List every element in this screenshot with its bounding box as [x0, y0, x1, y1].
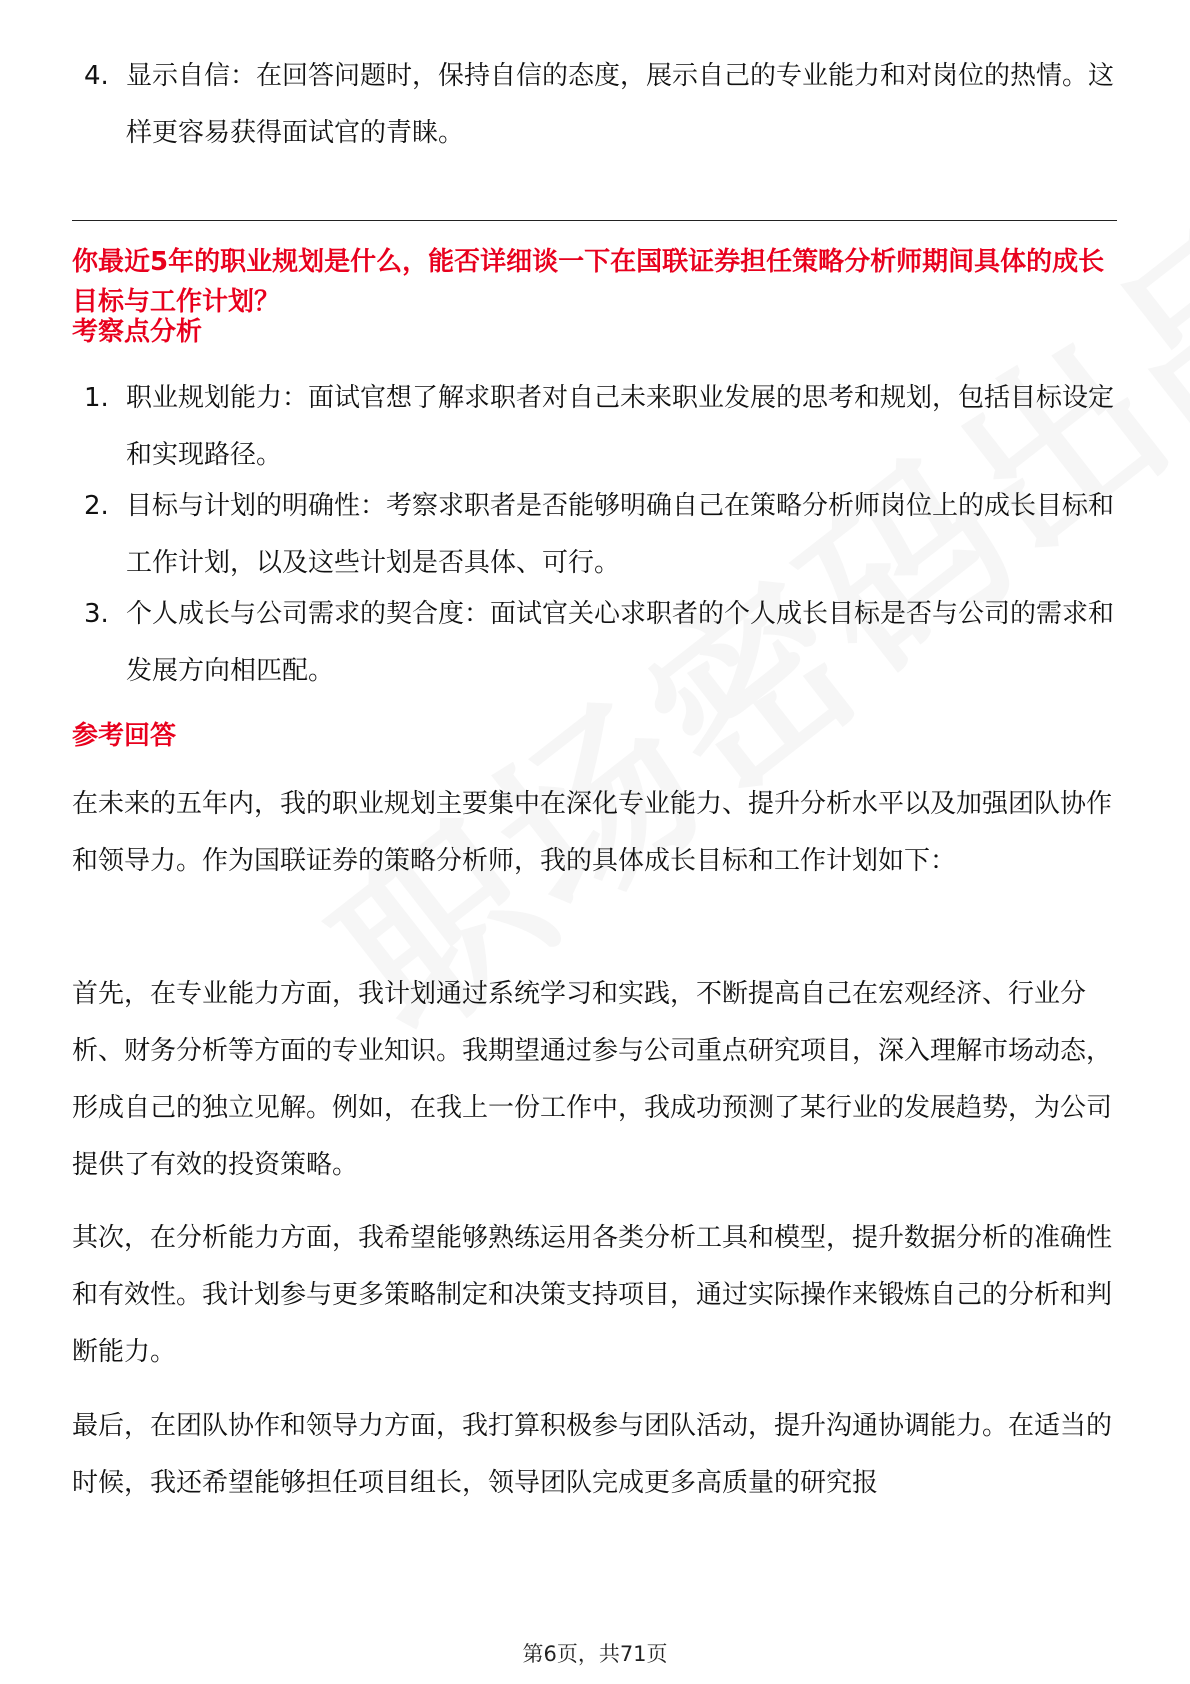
analysis-item-text: 目标与计划的明确性：考察求职者是否能够明确自己在策略分析师岗位上的成长目标和工作计划，以及这些计划是否具体、可行。: [126, 491, 1115, 578]
answer-paragraph: 其次，在分析能力方面，我希望能够熟练运用各类分析工具和模型，提升数据分析的准确性和有效性。我计划参与更多策略制定和决策支持项目，通过实际操作来锻炼自己的分析和判断能力。: [72, 1223, 1113, 1367]
answer-paragraph: 最后，在团队协作和领导力方面，我打算积极参与团队活动，提升沟通协调能力。在适当的时候，我还希望能够担任项目组长，领导团队完成更多高质量的研究报: [72, 1411, 1113, 1498]
answer-paragraph: 在未来的五年内，我的职业规划主要集中在深化专业能力、提升分析水平以及加强团队协作和领导力。作为国联证券的策略分析师，我的具体成长目标和工作计划如下：: [72, 789, 1113, 876]
analysis-item-number: 2.: [84, 491, 109, 521]
page-number-footer: 第6页，共71页: [522, 1642, 668, 1666]
list-item-number: 4.: [84, 61, 109, 91]
section-divider: [72, 220, 1117, 221]
analysis-heading: 考察点分析: [72, 317, 203, 347]
analysis-item-text: 个人成长与公司需求的契合度：面试官关心求职者的个人成长目标是否与公司的需求和发展方向相匹配。: [126, 599, 1115, 686]
analysis-item-number: 1.: [84, 383, 109, 413]
analysis-item-text: 职业规划能力：面试官想了解求职者对自己未来职业发展的思考和规划，包括目标设定和实现路径。: [126, 383, 1115, 470]
answer-heading: 参考回答: [72, 721, 177, 751]
answer-paragraph: 首先，在专业能力方面，我计划通过系统学习和实践，不断提高自己在宏观经济、行业分析、财务分析等方面的专业知识。我期望通过参与公司重点研究项目，深入理解市场动态，形成自己的独立见解。例如，在我上一份工作中，我成功预测了某行业的发展趋势，为公司提供了有效的投资策略。: [72, 979, 1113, 1180]
analysis-item-number: 3.: [84, 599, 109, 629]
list-item-text: 显示自信：在回答问题时，保持自信的态度，展示自己的专业能力和对岗位的热情。这样更容易获得面试官的青睐。: [126, 61, 1115, 148]
interview-question: 你最近5年的职业规划是什么，能否详细谈一下在国联证券担任策略分析师期间具体的成长目标与工作计划？: [72, 247, 1105, 317]
